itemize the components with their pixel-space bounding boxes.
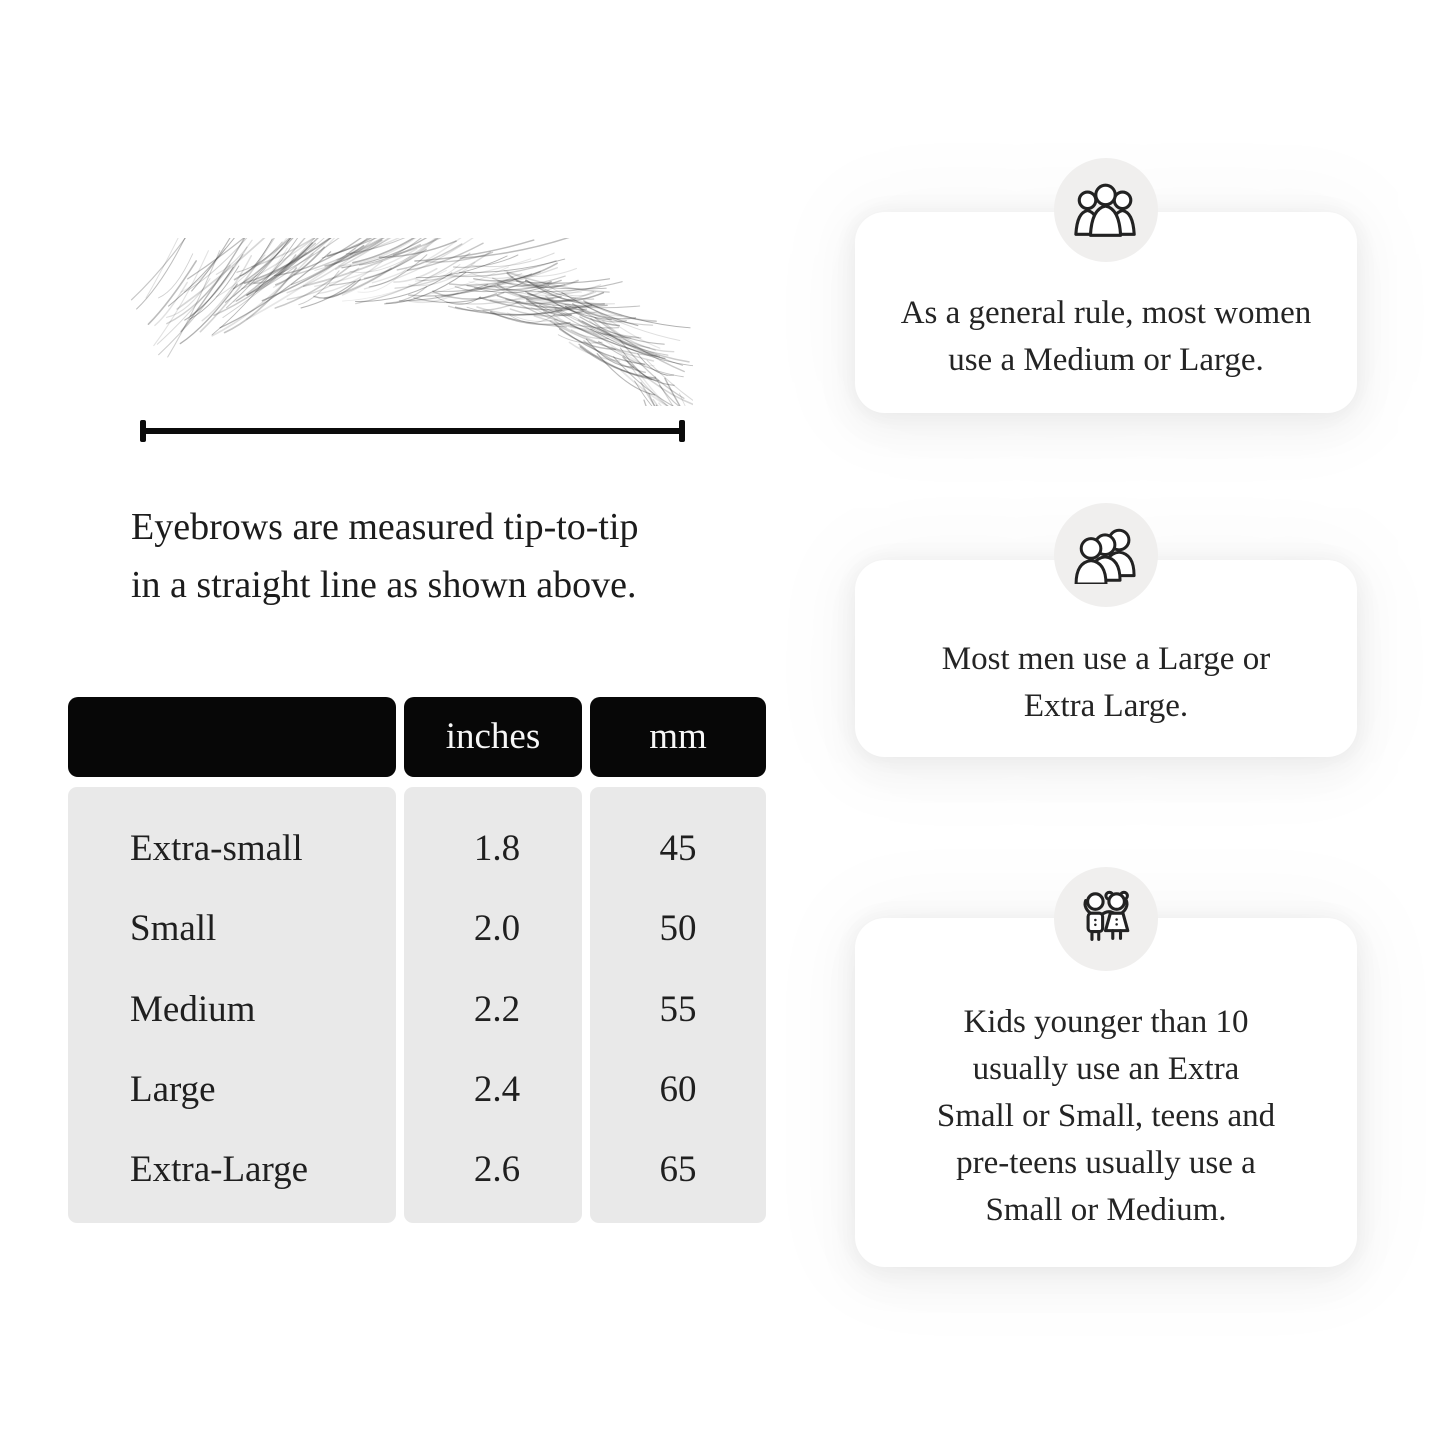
size-label: Large [130, 1068, 216, 1110]
measurement-line-bar [140, 428, 685, 434]
mm-value: 55 [659, 988, 697, 1030]
measurement-caption [131, 498, 771, 614]
card-text-line: Small or Medium. [985, 1192, 1227, 1228]
card-text-line: As a general rule, most women [900, 294, 1312, 331]
mm-value: 45 [659, 828, 697, 869]
table-row [68, 827, 766, 870]
size-table-rows [68, 787, 766, 1223]
kids-icon-circle [1054, 867, 1158, 971]
women-group-icon [1071, 183, 1141, 237]
measurement-line [140, 420, 685, 442]
card-text-line: pre-teens usually use a [956, 1145, 1256, 1181]
card-text-line: use a Medium or Large. [948, 341, 1264, 378]
card-text-line: Extra Large. [1023, 687, 1189, 724]
inches-value: 2.0 [473, 908, 521, 950]
table-header-mm: mm [590, 697, 766, 777]
card-text-line: Kids younger than 10 [963, 1004, 1249, 1040]
eyebrow-illustration [118, 238, 693, 406]
table-row [68, 1148, 766, 1191]
table-row [68, 1068, 766, 1111]
table-header-size [68, 697, 396, 777]
card-text-line: Small or Small, teens and [936, 1098, 1276, 1134]
mm-value: 50 [659, 908, 697, 950]
card-text-line: usually use an Extra [972, 1051, 1240, 1087]
measurement-caption-line1: Eyebrows are measured tip-to-tip [131, 506, 639, 548]
size-label: Extra-Large [130, 1149, 309, 1190]
kids-icon [1074, 889, 1138, 949]
mm-value: 65 [659, 1149, 697, 1190]
measurement-caption-line2: in a straight line as shown above. [131, 564, 637, 606]
inches-value: 1.8 [473, 828, 521, 869]
table-header-inches: inches [404, 697, 582, 777]
mm-value: 60 [659, 1068, 697, 1110]
size-label: Small [130, 908, 217, 950]
women-icon-circle [1054, 158, 1158, 262]
card-text-line: Most men use a Large or [941, 640, 1271, 677]
table-row [68, 988, 766, 1031]
inches-value: 2.6 [473, 1149, 521, 1190]
measurement-line-right-cap [679, 420, 685, 442]
inches-value: 2.4 [473, 1068, 521, 1110]
men-group-icon [1072, 526, 1140, 584]
table-row [68, 907, 766, 950]
men-icon-circle [1054, 503, 1158, 607]
inches-value: 2.2 [473, 988, 521, 1030]
size-label: Extra-small [130, 828, 303, 869]
size-label: Medium [130, 988, 256, 1030]
